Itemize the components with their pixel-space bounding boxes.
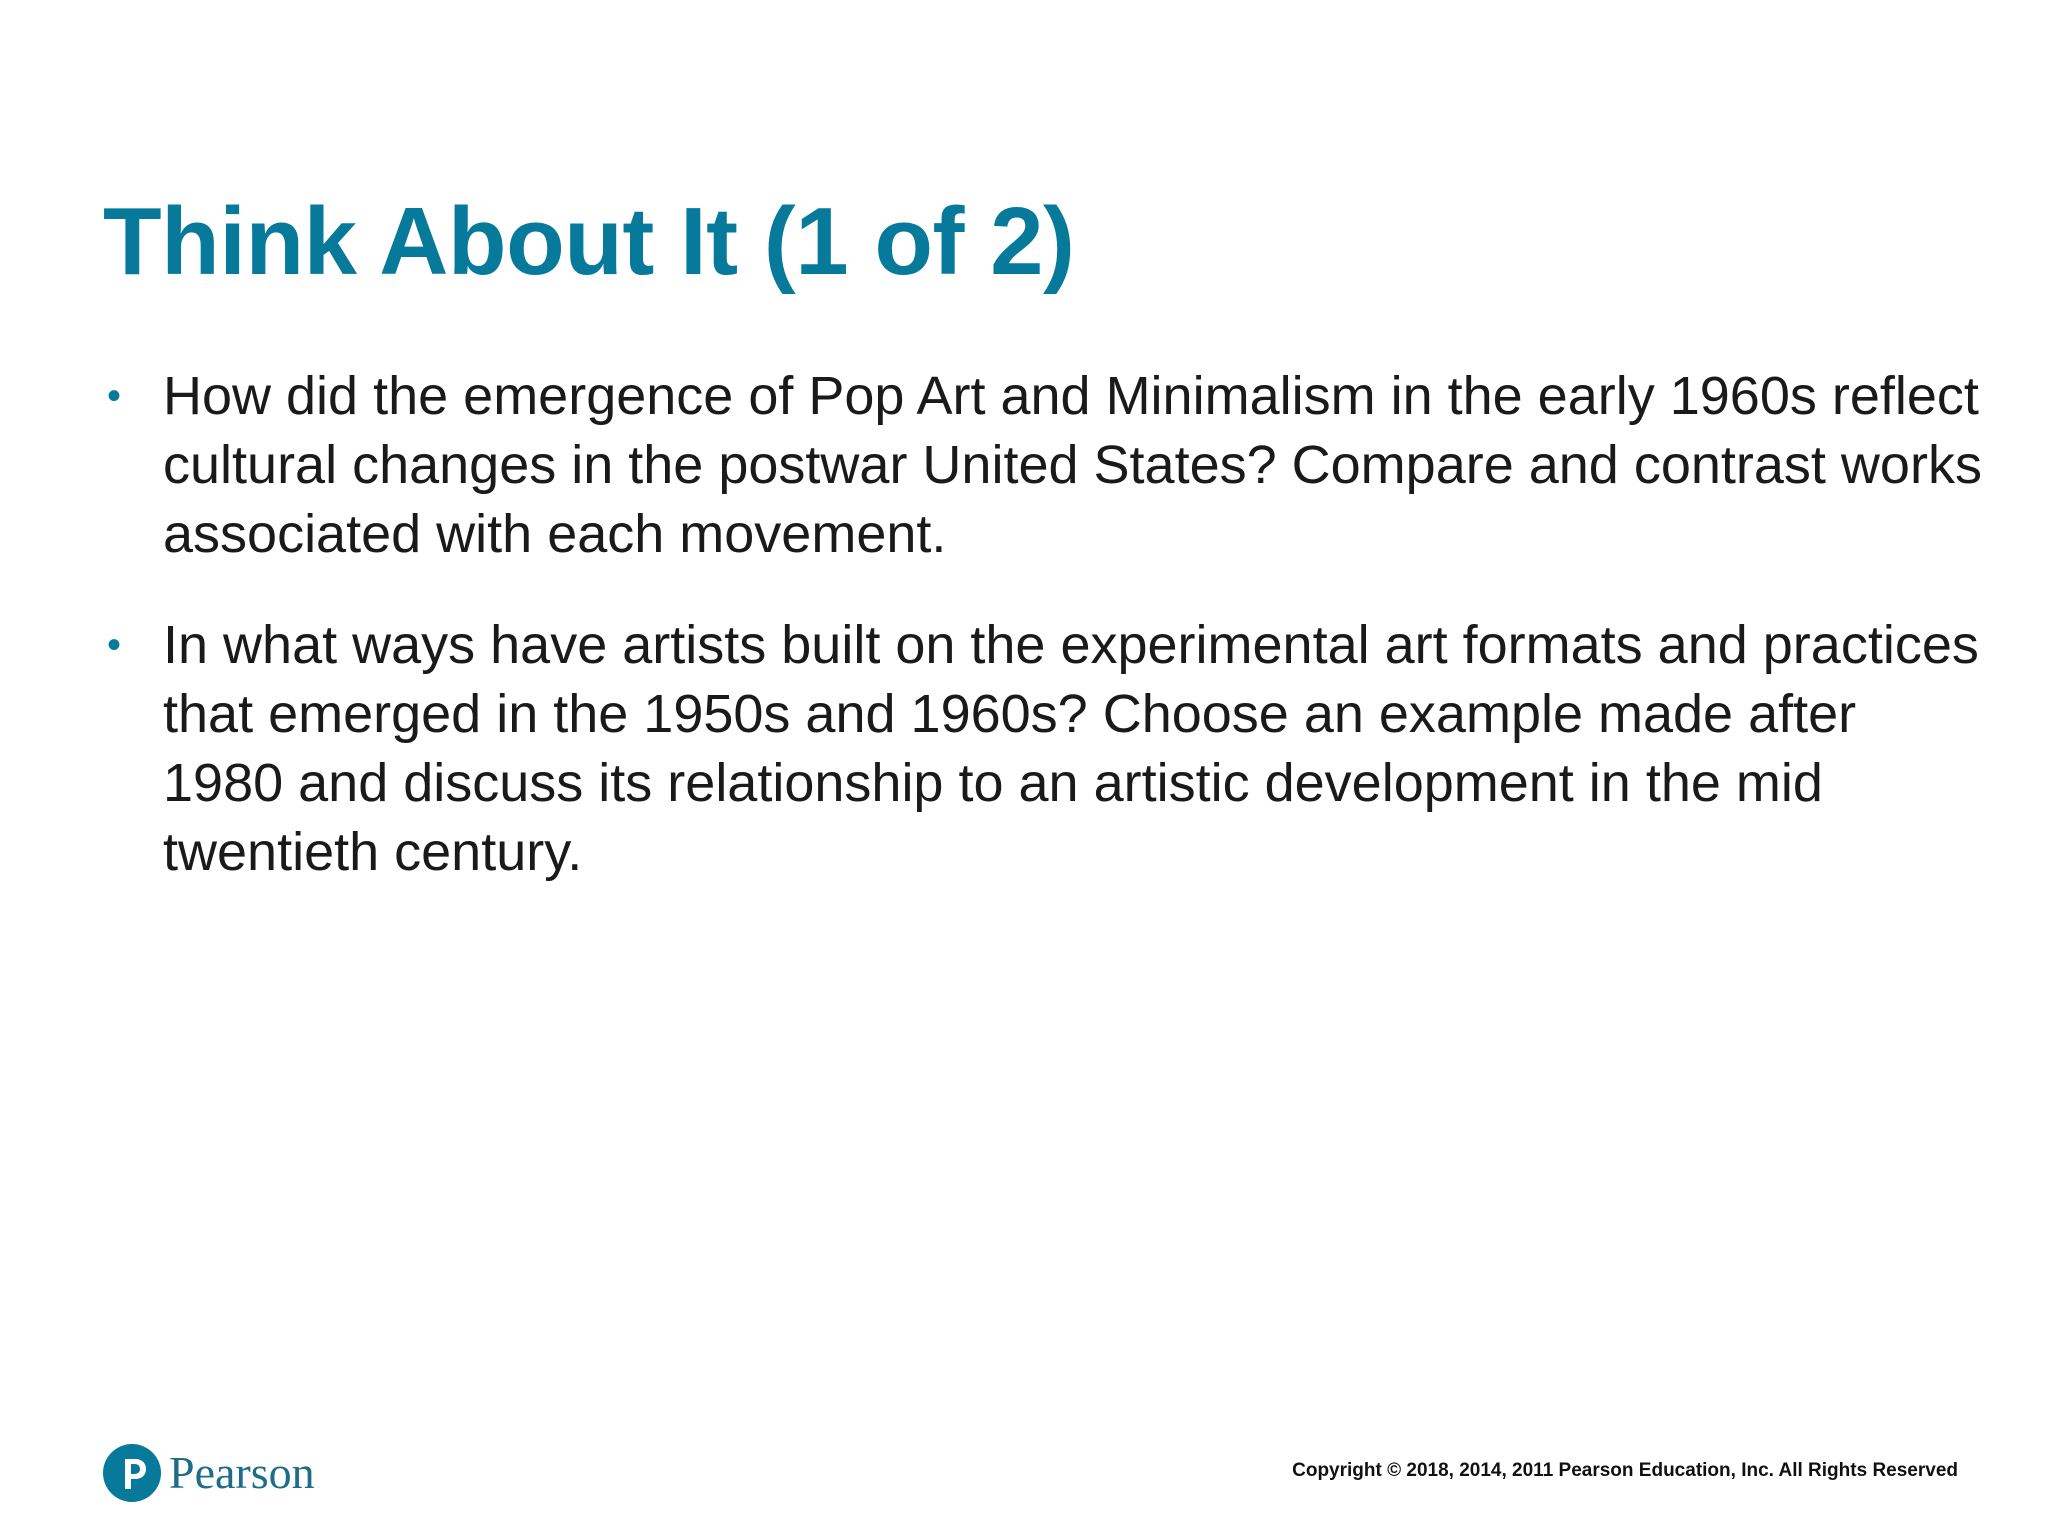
slide-title: Think About It (1 of 2) bbox=[103, 188, 1075, 295]
bullet-dot-icon: • bbox=[107, 623, 122, 667]
copyright-notice: Copyright © 2018, 2014, 2011 Pearson Education, Inc. All Rights Reserved bbox=[1292, 1460, 1958, 1481]
bullet-list bbox=[103, 362, 1983, 887]
bullet-item bbox=[103, 362, 1983, 569]
bullet-dot-icon: • bbox=[107, 374, 122, 418]
pearson-logo bbox=[103, 1440, 315, 1506]
bullet-item bbox=[103, 611, 1983, 887]
bullet-text: In what ways have artists built on the experimental art formats and practices that emerged in the 1950s and 1960s? Choose an example made after 1980 and discuss its relationship to an artistic development in the mid twentieth century. bbox=[163, 615, 1979, 882]
pearson-wordmark: Pearson bbox=[169, 1447, 315, 1498]
bullet-text: How did the emergence of Pop Art and Minimalism in the early 1960s reflect cultural changes in the postwar United States? Compare and contrast works associated with each movement. bbox=[163, 366, 1982, 564]
pearson-p-icon bbox=[103, 1444, 161, 1502]
